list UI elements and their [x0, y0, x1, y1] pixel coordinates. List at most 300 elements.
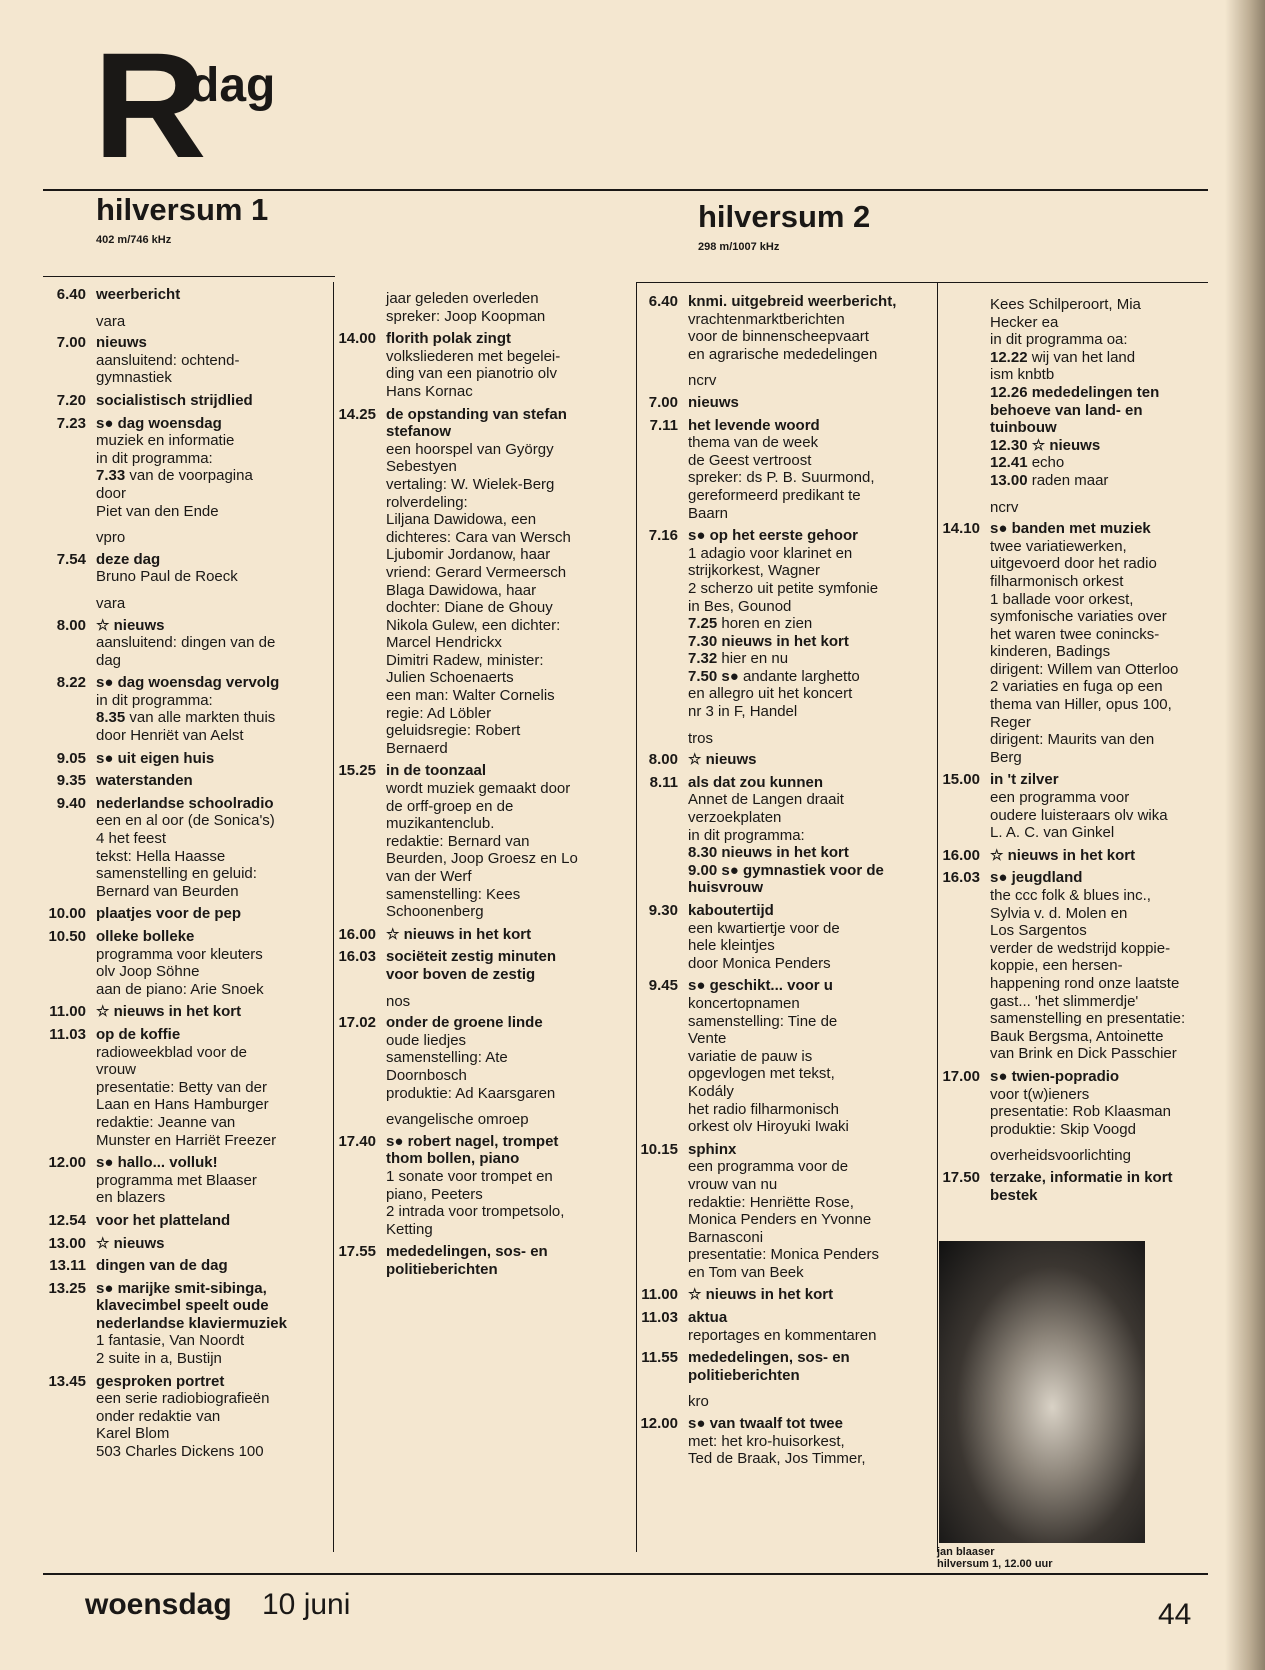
program-entry [328, 948, 633, 983]
news-star-icon: ☆ [688, 1286, 706, 1304]
program-detail-line: een hoorspel van György [386, 440, 554, 458]
program-title: terzake, informatie in kort [990, 1168, 1173, 1186]
program-body [990, 869, 1232, 1063]
program-entry [38, 334, 333, 387]
program-detail-line: Kees Schilperoort, Mia [990, 296, 1141, 313]
program-title: bestek [990, 1186, 1038, 1204]
program-time: 15.00 [942, 771, 980, 789]
program-detail-line: happening rond onze laatste [990, 974, 1180, 992]
program-title: nieuws [688, 393, 739, 411]
program-entry [932, 520, 1232, 766]
program-body [688, 1415, 935, 1468]
program-title: mededelingen, sos- en [688, 1349, 850, 1367]
program-detail-line: van Brink en Dick Passchier [990, 1045, 1177, 1063]
program-title: onder de groene linde [386, 1014, 543, 1032]
program-detail-line: volksliederen met begelei- [386, 347, 561, 365]
news-star-icon: ☆ [688, 751, 706, 769]
inline-title: nieuws in het kort [721, 632, 849, 650]
program-title: ☆ nieuws [96, 1234, 165, 1252]
program-detail-line: door Monica Penders [688, 954, 831, 972]
program-title: dingen van de dag [96, 1257, 228, 1275]
program-detail-line: Laan en Hans Hamburger [96, 1096, 269, 1114]
program-body [688, 751, 935, 769]
program-time: 9.30 [648, 902, 678, 919]
program-body [688, 527, 935, 721]
program-entry [328, 406, 633, 758]
program-detail-line: samenstelling: Tine de [688, 1012, 838, 1030]
program-detail-line: en agrarische mededelingen [688, 345, 878, 363]
program-entry [38, 674, 333, 744]
program-detail-line: in dit programma oa: [990, 331, 1128, 349]
program-detail-line: 7.32 hier en nu [688, 650, 789, 668]
program-detail-line: een man: Walter Cornelis [386, 687, 555, 705]
program-title: thom bollen, piano [386, 1150, 520, 1168]
program-time: 8.11 [649, 773, 678, 791]
program-detail-line: Baarn [688, 504, 729, 522]
program-detail-line: Dimitri Radew, minister: [386, 651, 544, 669]
program-detail-line: voor de binnenscheepvaart [688, 328, 869, 346]
program-detail-line: 7.25 horen en zien [688, 615, 813, 633]
program-time: 6.40 [56, 286, 86, 303]
program-title: politieberichten [386, 1260, 498, 1278]
program-detail-line: geluidsregie: Robert [386, 722, 521, 740]
program-detail-line: Blaga Dawidowa, haar [386, 581, 537, 599]
program-time: 17.40 [338, 1132, 376, 1150]
program-title: politieberichten [688, 1366, 800, 1384]
stereo-icon: s● [386, 1132, 408, 1150]
broadcaster-label: ncrv [990, 498, 1019, 516]
program-entry [630, 774, 935, 897]
program-entry [38, 415, 333, 521]
program-detail-line: spreker: Joop Koopman [386, 307, 546, 325]
program-detail-line: presentatie: Betty van der [96, 1078, 267, 1096]
program-time: 11.03 [641, 1309, 678, 1327]
program-entry [932, 771, 1232, 841]
bottom-rule [43, 1573, 1208, 1575]
program-detail-line: onder redaktie van [96, 1407, 221, 1425]
program-detail-line: Doornbosch [386, 1066, 467, 1084]
program-detail-line: aan de piano: Arie Snoek [96, 980, 264, 998]
program-body [96, 928, 333, 998]
program-detail-line: ism knbtb [990, 366, 1055, 384]
inline-time: 7.33 [96, 467, 130, 485]
program-detail-line: produktie: Skip Voogd [990, 1120, 1136, 1138]
program-body [386, 290, 633, 325]
news-star-icon: ☆ [386, 925, 404, 943]
program-detail-line: oude liedjes [386, 1031, 467, 1049]
program-detail-line: 12.41 echo [990, 454, 1065, 472]
program-detail-line: gereformeerd predikant te [688, 486, 861, 504]
program-detail-line: orkest olv Hiroyuki Iwaki [688, 1118, 849, 1136]
news-star-icon: ☆ [96, 1003, 114, 1021]
program-entry [630, 1286, 935, 1304]
program-entry [328, 1014, 633, 1102]
program-entry [630, 902, 935, 972]
program-body [990, 1169, 1232, 1204]
program-detail-line: gast... 'het slimmerdje' [990, 992, 1139, 1010]
program-detail-line: presentatie: Rob Klaasman [990, 1103, 1171, 1121]
program-body [688, 977, 935, 1135]
caption-name: jan blaaser [937, 1546, 995, 1558]
program-entry [932, 1169, 1232, 1204]
program-detail-line: in Bes, Gounod [688, 597, 792, 615]
program-body [688, 417, 935, 523]
inline-title: tuinbouw [990, 419, 1057, 437]
program-detail-line: een programma voor de [688, 1158, 849, 1176]
program-detail-line: L. A. C. van Ginkel [990, 824, 1115, 842]
program-time: 13.11 [49, 1257, 86, 1275]
program-detail-line [688, 844, 935, 862]
footer-date: 10 juni [262, 1588, 351, 1621]
program-detail-line: in dit programma: [96, 691, 213, 709]
broadcaster-label: vara [96, 312, 126, 330]
program-body [96, 905, 333, 923]
program-detail-line: Schoonenberg [386, 903, 484, 921]
program-title: het levende woord [688, 416, 820, 434]
program-detail-line: filharmonisch orkest [990, 572, 1124, 590]
program-title: nederlandse klaviermuziek [96, 1314, 287, 1332]
program-time: 14.10 [942, 520, 980, 538]
program-detail-line: het waren twee conincks- [990, 625, 1160, 643]
program-detail-line: Berg [990, 748, 1022, 766]
program-title: ☆ nieuws [688, 751, 757, 769]
portrait-photo [939, 1241, 1145, 1543]
program-time: 13.00 [48, 1234, 86, 1252]
program-entry [630, 1349, 935, 1384]
program-entry [630, 751, 935, 769]
program-detail-line: aansluitend: ochtend- [96, 351, 240, 369]
program-entry [38, 392, 333, 410]
program-title: mededelingen, sos- en [386, 1243, 548, 1261]
program-entry [630, 1141, 935, 1282]
program-title: s● robert nagel, trompet [386, 1132, 559, 1150]
program-time: 17.00 [942, 1067, 980, 1085]
program-detail-line: jaar geleden overleden [386, 290, 539, 307]
program-detail-line: samenstelling en geluid: [96, 865, 257, 883]
program-detail-line: samenstelling: Ate [386, 1049, 508, 1067]
program-entry [932, 1068, 1232, 1138]
page-number: 44 [1158, 1598, 1192, 1631]
program-title: socialistisch strijdlied [96, 391, 253, 409]
broadcaster-label: ncrv [688, 372, 717, 390]
program-time: 9.40 [56, 794, 86, 812]
program-title: s● op het eerste gehoor [688, 527, 858, 545]
program-detail-line: in dit programma: [688, 826, 805, 844]
program-detail-line: samenstelling en presentatie: [990, 1010, 1186, 1028]
program-time: 16.03 [942, 869, 980, 887]
stereo-icon: s● [990, 869, 1012, 887]
stereo-icon: s● [721, 861, 743, 879]
program-detail-line: 2 variaties en fuga op een [990, 678, 1163, 696]
program-detail-line: olv Joop Söhne [96, 963, 200, 981]
program-body [96, 1373, 333, 1461]
program-title: s● dag woensdag [96, 414, 222, 432]
program-detail-line: redaktie: Jeanne van [96, 1113, 236, 1131]
program-detail-line: Liljana Dawidowa, een [386, 511, 537, 529]
program-body [688, 1286, 935, 1304]
program-title: in 't zilver [990, 771, 1059, 789]
program-body [688, 394, 935, 412]
program-detail-line: rolverdeling: [386, 493, 468, 511]
stereo-icon: s● [990, 1067, 1012, 1085]
inline-title: behoeve van land- en [990, 401, 1143, 419]
program-body [386, 948, 633, 983]
program-detail-line: Beurden, Joop Groesz en Lo [386, 850, 578, 868]
program-entry [38, 1154, 333, 1207]
section-logo-letter: R [93, 21, 203, 189]
program-detail-line: Marcel Hendrickx [386, 634, 502, 652]
inline-title: mededelingen ten [1031, 383, 1160, 401]
program-detail-line: hele kleintjes [688, 937, 775, 955]
program-entry [328, 1243, 633, 1278]
program-body [386, 1243, 633, 1278]
program-title: kaboutertijd [688, 902, 774, 919]
schedule-column-hilversum-2-b [932, 296, 1232, 1209]
program-detail-line: programma voor kleuters [96, 945, 263, 963]
program-time: 7.23 [56, 414, 86, 432]
program-title: aktua [688, 1309, 728, 1327]
program-detail-line: een serie radiobiografieën [96, 1390, 270, 1408]
program-detail-line: Piet van den Ende [96, 502, 219, 520]
stereo-icon: s● [96, 1154, 118, 1172]
program-entry [38, 795, 333, 901]
header-rule-right [636, 282, 1208, 283]
program-detail-line [990, 419, 1232, 437]
program-body [96, 415, 333, 521]
program-title: nederlandse schoolradio [96, 794, 274, 812]
section-logo-word: dag [190, 59, 276, 112]
stereo-icon: s● [96, 749, 118, 767]
program-body [688, 902, 935, 972]
program-title: s● dag woensdag vervolg [96, 674, 280, 692]
program-body [96, 286, 333, 304]
program-entry [38, 1235, 333, 1253]
program-detail-line: Hecker ea [990, 313, 1059, 331]
station-frequency-1: 402 m/746 kHz [96, 234, 172, 246]
station-frequency-2: 298 m/1007 kHz [698, 241, 780, 253]
program-title: s● uit eigen huis [96, 749, 215, 767]
broadcaster-label: overheidsvoorlichting [990, 1147, 1131, 1165]
program-title: deze dag [96, 550, 161, 568]
inline-time: 12.22 [990, 348, 1032, 366]
program-title: de opstanding van stefan [386, 405, 567, 423]
program-detail-line: Bernard van Beurden [96, 882, 239, 900]
program-detail-line: de orff-groep en de [386, 797, 514, 815]
program-body [688, 1349, 935, 1384]
program-detail-line: Barnasconi [688, 1228, 764, 1246]
program-entry [38, 1257, 333, 1275]
broadcaster-label: nos [386, 992, 411, 1010]
program-entry [630, 1415, 935, 1468]
program-detail-line: Reger [990, 713, 1031, 731]
stereo-icon: s● [96, 1279, 118, 1297]
program-detail-line: en blazers [96, 1189, 166, 1207]
program-entry [38, 928, 333, 998]
program-time: 7.11 [649, 416, 678, 434]
program-body [96, 617, 333, 670]
program-detail-line: muzikantenclub. [386, 815, 495, 833]
program-detail-line: reportages en kommentaren [688, 1326, 877, 1344]
program-entry [38, 551, 333, 586]
program-detail-line: spreker: ds P. B. Suurmond, [688, 469, 875, 487]
program-detail-line: vrachtenmarktberichten [688, 310, 845, 328]
program-time: 11.00 [641, 1286, 678, 1304]
program-title: voor het platteland [96, 1211, 231, 1229]
program-time [932, 296, 990, 490]
program-detail-line: 1 sonate voor trompet en [386, 1167, 553, 1185]
program-detail-line: Munster en Harriët Freezer [96, 1131, 277, 1149]
news-star-icon: ☆ [96, 616, 114, 634]
program-title: olleke bolleke [96, 928, 195, 945]
broadcaster-label: vara [96, 594, 126, 612]
program-time: 9.05 [56, 749, 86, 767]
program-body [688, 1141, 935, 1282]
program-title: s● twien-popradio [990, 1067, 1120, 1085]
inline-title: huisvrouw [688, 879, 764, 897]
program-entry [38, 772, 333, 790]
program-body [96, 795, 333, 901]
program-time: 10.50 [48, 928, 86, 945]
program-time: 7.16 [648, 527, 678, 545]
caption-detail: hilversum 1, 12.00 uur [937, 1558, 1053, 1570]
program-detail-line: Ketting [386, 1220, 433, 1238]
program-body [386, 762, 633, 920]
program-body [386, 1133, 633, 1239]
program-detail-line [990, 437, 1232, 455]
program-body [96, 1212, 333, 1230]
program-body [990, 520, 1232, 766]
program-detail-line [990, 402, 1232, 420]
program-detail-line: dichteres: Cara van Wersch [386, 528, 571, 546]
program-detail-line [688, 879, 935, 897]
inline-time: 7.30 [688, 632, 722, 650]
stereo-icon: s● [990, 520, 1012, 538]
program-title: ☆ nieuws in het kort [386, 925, 532, 943]
photo-caption [937, 1546, 1053, 1570]
program-detail-line: uitgevoerd door het radio [990, 555, 1157, 573]
program-title: ☆ nieuws [96, 616, 165, 634]
program-body [96, 772, 333, 790]
program-time: 13.45 [48, 1372, 86, 1390]
inline-title: nieuws in het kort [721, 844, 849, 862]
program-time: 12.00 [640, 1415, 678, 1433]
inline-time: 9.00 [688, 861, 722, 879]
program-entry [38, 286, 333, 304]
program-detail-line [688, 862, 935, 880]
program-detail-line: kinderen, Badings [990, 643, 1111, 661]
program-body [96, 392, 333, 410]
program-title: als dat zou kunnen [688, 773, 824, 791]
program-time: 7.20 [56, 391, 86, 409]
program-detail-line: verzoekplaten [688, 809, 782, 827]
stereo-icon: s● [96, 414, 118, 432]
program-entry [328, 290, 633, 325]
program-entry [630, 417, 935, 523]
program-detail-line: 1 fantasie, Van Noordt [96, 1332, 245, 1350]
news-star-icon: ☆ [990, 846, 1008, 864]
program-entry [38, 617, 333, 670]
program-time: 12.54 [48, 1211, 86, 1229]
program-time: 6.40 [648, 293, 678, 310]
program-time: 11.03 [49, 1025, 86, 1043]
stereo-icon: s● [688, 527, 710, 545]
program-detail-line: Ted de Braak, Jos Timmer, [688, 1450, 866, 1468]
program-title: voor boven de zestig [386, 965, 536, 983]
program-entry [38, 750, 333, 768]
program-detail-line: redaktie: Henriëtte Rose, [688, 1193, 854, 1211]
program-body [990, 1068, 1232, 1138]
program-detail-line: Bruno Paul de Roeck [96, 568, 238, 586]
footer-day: woensdag [85, 1588, 232, 1621]
program-body [96, 1154, 333, 1207]
program-detail-line: 503 Charles Dickens 100 [96, 1443, 264, 1461]
program-title: knmi. uitgebreid weerbericht, [688, 293, 897, 310]
program-detail-line: strijkorkest, Wagner [688, 562, 820, 580]
program-body [386, 1014, 633, 1102]
program-detail-line: het radio filharmonisch [688, 1100, 839, 1118]
program-detail-line: ding van een pianotrio olv [386, 365, 557, 383]
inline-time: 12.41 [990, 454, 1032, 472]
schedule-column-hilversum-1-a [38, 286, 333, 1466]
program-detail-line: symfonische variaties over [990, 608, 1167, 626]
program-detail-line: Sylvia v. d. Molen en [990, 904, 1128, 922]
program-detail-line: een kwartiertje voor de [688, 919, 840, 937]
stereo-icon: s● [688, 977, 710, 995]
schedule-column-hilversum-2-a [630, 293, 935, 1473]
program-title: s● van twaalf tot twee [688, 1415, 843, 1433]
program-time: 12.00 [48, 1154, 86, 1172]
program-entry [38, 1003, 333, 1021]
program-body [990, 296, 1232, 490]
program-detail-line: Hans Kornac [386, 382, 473, 400]
program-title: sphinx [688, 1140, 737, 1158]
program-detail-line: 12.22 wij van het land [990, 348, 1136, 366]
program-detail-line: Los Sargentos [990, 922, 1087, 940]
program-detail-line: Ljubomir Jordanow, haar [386, 546, 551, 564]
program-detail-line: thema van Hiller, opus 100, [990, 696, 1172, 714]
program-detail-line: en Tom van Beek [688, 1263, 804, 1281]
program-detail-line: vrouw [96, 1061, 137, 1079]
program-detail-line: dag [96, 651, 122, 669]
program-detail-line: regie: Ad Löbler [386, 704, 492, 722]
program-time: 17.55 [338, 1243, 376, 1261]
program-entry [630, 527, 935, 721]
program-time: 17.50 [942, 1168, 980, 1186]
program-detail-line: 7.33 van de voorpagina [96, 467, 253, 485]
inline-time: 12.30 [990, 436, 1032, 454]
program-title: s● hallo... volluk! [96, 1154, 218, 1172]
program-entry [932, 296, 1232, 490]
program-entry [38, 1026, 333, 1149]
program-detail-line: presentatie: Monica Penders [688, 1246, 879, 1264]
inline-time: 13.00 [990, 471, 1032, 489]
program-title: klavecimbel speelt oude [96, 1297, 269, 1315]
program-time: 14.00 [338, 330, 376, 348]
program-entry [630, 293, 935, 363]
program-title: ☆ nieuws in het kort [96, 1003, 242, 1021]
program-entry [328, 762, 633, 920]
inline-time: 8.30 [688, 844, 722, 862]
program-entry [328, 926, 633, 944]
program-detail-line: oudere luisteraars olv wika [990, 806, 1168, 824]
program-detail-line: dirigent: Maurits van den [990, 731, 1155, 749]
program-title: op de koffie [96, 1025, 181, 1043]
program-detail-line: Bernaerd [386, 739, 448, 757]
program-detail-line: gymnastiek [96, 369, 172, 387]
program-time: 9.35 [56, 772, 86, 790]
program-title: weerbericht [96, 286, 181, 303]
broadcaster-label: evangelische omroep [386, 1111, 529, 1129]
